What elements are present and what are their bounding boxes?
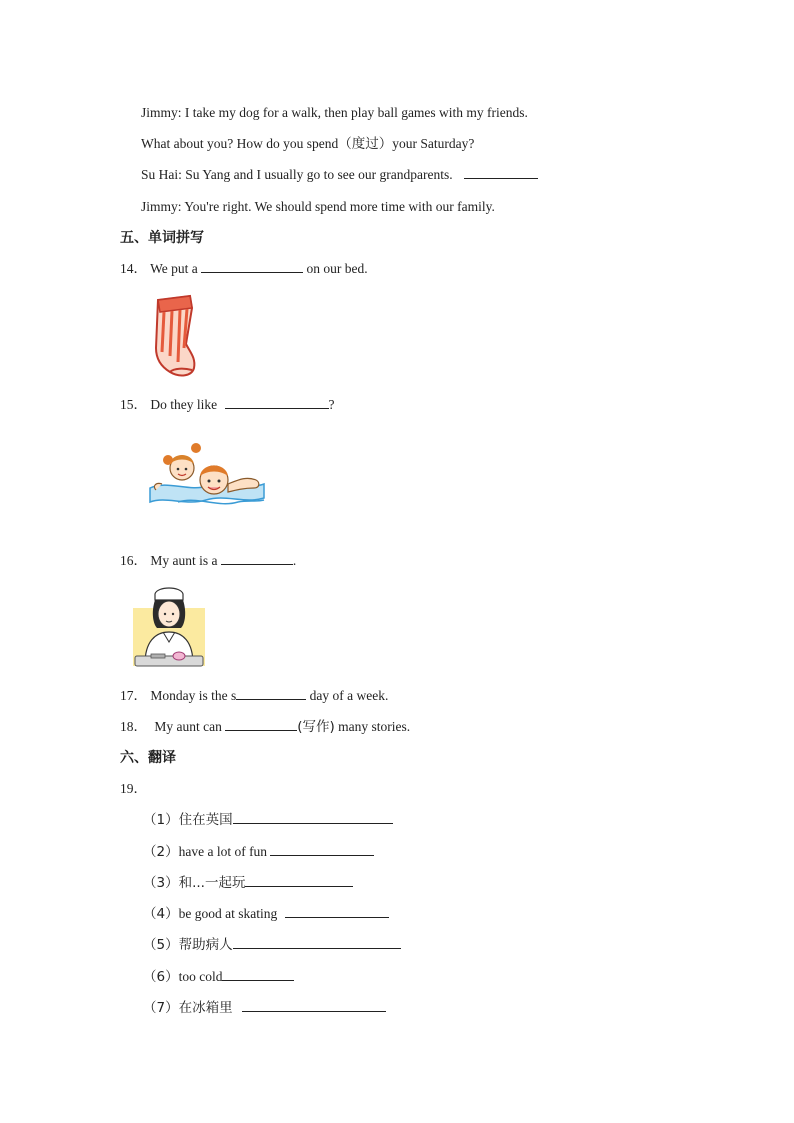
item-text: too cold — [178, 969, 223, 984]
question-text-before: My aunt is a — [150, 553, 218, 568]
question-number: 18． — [120, 719, 147, 734]
nurse-illustration — [131, 584, 207, 672]
dialogue-line-3-text: Su Hai: Su Yang and I usually go to see our grandparents. — [141, 167, 453, 182]
answer-blank[interactable] — [233, 811, 393, 824]
question-19-number: 19． — [120, 781, 147, 796]
dialogue-line-4: Jimmy: You're right. We should spend more time with our family. — [141, 199, 495, 214]
answer-blank[interactable] — [242, 999, 386, 1012]
item-label: （1） — [143, 812, 179, 828]
item-label: （6） — [143, 969, 179, 985]
item-text: be good at skating — [178, 906, 278, 921]
question-number: 16． — [120, 553, 147, 568]
question-text-before: My aunt can — [154, 719, 222, 734]
item-text: 帮助病人 — [178, 937, 233, 953]
question-17 — [120, 687, 388, 705]
item-text: 和...一起玩 — [178, 875, 246, 891]
question-18 — [120, 718, 410, 736]
children-swimming-illustration — [148, 440, 266, 516]
question-text-before: Do they like — [150, 397, 218, 412]
translation-item-7 — [143, 999, 386, 1017]
answer-blank[interactable] — [225, 718, 297, 731]
question-hint: (写作) — [297, 719, 335, 735]
translation-item-1 — [143, 811, 393, 829]
translation-item-3 — [143, 874, 353, 892]
item-label: （2） — [143, 844, 179, 860]
section-6-title: 六、翻译 — [120, 750, 176, 766]
answer-blank[interactable] — [222, 968, 294, 981]
question-text-before: Monday is the s — [150, 688, 237, 703]
section-5-title: 五、单词拼写 — [120, 230, 204, 246]
item-label: （3） — [143, 875, 179, 891]
question-number: 14． — [120, 261, 147, 276]
question-15 — [120, 396, 335, 414]
question-text-after: ? — [328, 397, 335, 412]
item-label: （7） — [143, 1000, 179, 1016]
dialogue-line-1: Jimmy: I take my dog for a walk, then play ball games with my friends. — [141, 105, 528, 120]
answer-blank[interactable] — [201, 260, 303, 273]
answer-blank[interactable] — [221, 552, 293, 565]
translation-item-2 — [143, 843, 374, 861]
answer-blank[interactable] — [464, 166, 538, 179]
question-text-after: many stories. — [338, 719, 411, 734]
question-number: 15． — [120, 397, 147, 412]
item-text: 在冰箱里 — [178, 1000, 233, 1016]
dialogue-line-2: What about you? How do you spend（度过）your Saturday? — [141, 136, 475, 151]
item-text: have a lot of fun — [178, 844, 268, 859]
answer-blank[interactable] — [245, 874, 353, 887]
translation-item-5 — [143, 936, 401, 954]
item-label: （5） — [143, 937, 179, 953]
question-text-after: on our bed. — [306, 261, 368, 276]
item-text: 住在英国 — [178, 812, 233, 828]
answer-blank[interactable] — [233, 936, 401, 949]
question-text-after: . — [292, 553, 297, 568]
question-text-before: We put a — [150, 261, 198, 276]
sock-illustration — [150, 292, 202, 378]
translation-item-4 — [143, 905, 389, 923]
answer-blank[interactable] — [285, 905, 389, 918]
translation-item-6 — [143, 968, 294, 986]
question-16 — [120, 552, 296, 570]
item-label: （4） — [143, 906, 179, 922]
dialogue-line-3 — [141, 166, 538, 184]
question-14 — [120, 260, 368, 278]
answer-blank[interactable] — [225, 396, 329, 409]
answer-blank[interactable] — [270, 843, 374, 856]
question-text-after: day of a week. — [309, 688, 389, 703]
answer-blank[interactable] — [236, 687, 306, 700]
question-number: 17． — [120, 688, 147, 703]
